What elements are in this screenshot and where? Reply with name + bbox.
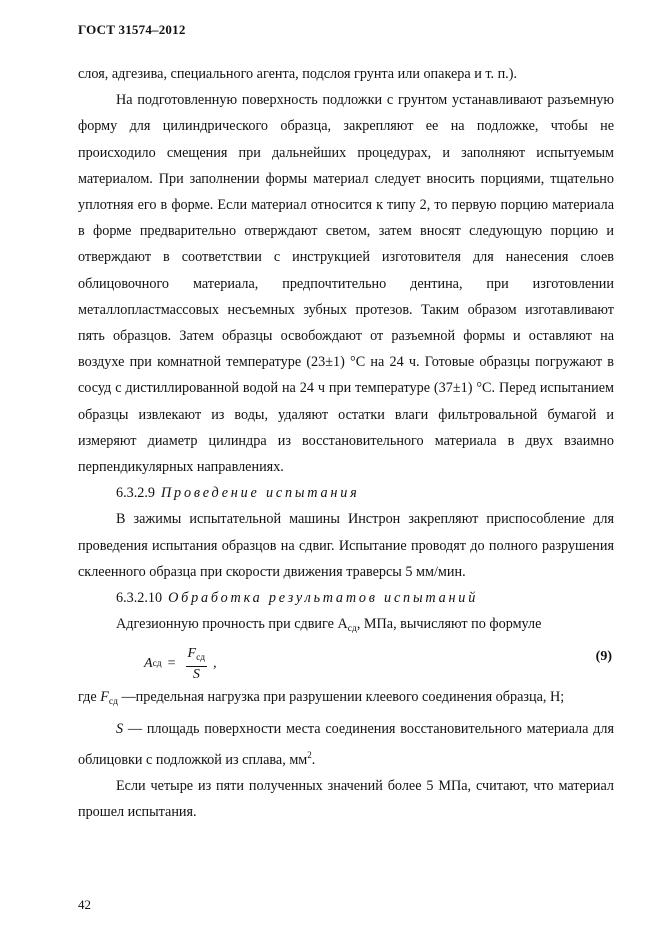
formula-expression bbox=[144, 646, 217, 682]
formula-9 bbox=[78, 644, 614, 684]
paragraph-where-S: S — площадь поверхности места соединения восстановительного материала для облицовки с подложкой из сплава, $мм^2$. bbox=[78, 720, 614, 768]
paragraph-testing: В зажимы испытательной машины Инстрон закрепляют приспособление для проведения испытания образцов на сдвиг. Испытание проводят до полного разрушения склеенного образца при скорости движения траверсы 5 мм/мин. bbox=[78, 511, 614, 580]
formula-comma: , bbox=[213, 656, 217, 672]
section-title: Обработка результатов испытаний bbox=[168, 590, 479, 607]
section-number: 6.3.2.10 bbox=[116, 590, 163, 607]
formula-lhs: A bbox=[144, 656, 153, 672]
formula-denominator: S bbox=[192, 667, 200, 683]
paragraph-formula-intro: Адгезионную прочность при сдвиге $А_{сд}$, МПа, вычисляют по формуле bbox=[116, 616, 542, 635]
page-number: 42 bbox=[78, 897, 91, 912]
formula-equals: = bbox=[167, 656, 176, 672]
section-number: 6.3.2.9 bbox=[116, 485, 156, 502]
section-title: Проведение испытания bbox=[161, 485, 360, 502]
formula-fraction bbox=[186, 646, 208, 682]
paragraph-continuation: слоя, адгезива, специального агента, подслоя грунта или опакера и т. п.). bbox=[78, 66, 517, 82]
formula-number: (9) bbox=[595, 649, 612, 665]
paragraph-where-F: где $F_{сд}$ —предельная нагрузка при разрушении клеевого соединения образца, Н; bbox=[78, 689, 565, 708]
formula-lhs-sub: сд bbox=[152, 659, 162, 670]
formula-numerator: $F_{сд}$ bbox=[186, 646, 208, 667]
document-header: ГОСТ 31574–2012 bbox=[78, 22, 186, 37]
paragraph-sample-preparation: На подготовленную поверхность подложки с грунтом устанавливают разъемную форму для цилиндрического образца, закрепляют ее на подложке, чтобы не происходило смещения при дальнейших процедурах, и заполняют испытуемым материалом. При заполнении формы материал следует вносить порциями, тщательно уплотняя его в форме. Если материал относится к типу 2, то первую порцию материала в форме предварительно отверждают светом, затем вносят следующую порцию и отверждают в соответствии с инструкцией изготовителя для нанесения слоев облицовочного материала, предпочтительно дентина, при изготовлении металлопластмассовых несъемных зубных протезов. Таким образом изготавливают пять образцов. Затем образцы освобождают от разъемной формы и оставляют на воздухе при комнатной температуре (23±1) °С на 24 ч. Готовые образцы погружают в сосуд с дистиллированной водой на 24 ч при температуре (37±1) °С. Перед испытанием образцы извлекают из воды, удаляют остатки влаги фильтровальной бумагой и измеряют диаметр цилиндра из восстановительного материала в двух взаимно перпендикулярных направлениях. bbox=[78, 92, 614, 476]
section-heading-6-3-2-9 bbox=[78, 480, 614, 506]
body-text bbox=[78, 61, 614, 825]
section-heading-6-3-2-10 bbox=[78, 585, 614, 611]
paragraph-conclusion: Если четыре из пяти полученных значений более 5 МПа, считают, что материал прошел испытания. bbox=[78, 778, 614, 821]
